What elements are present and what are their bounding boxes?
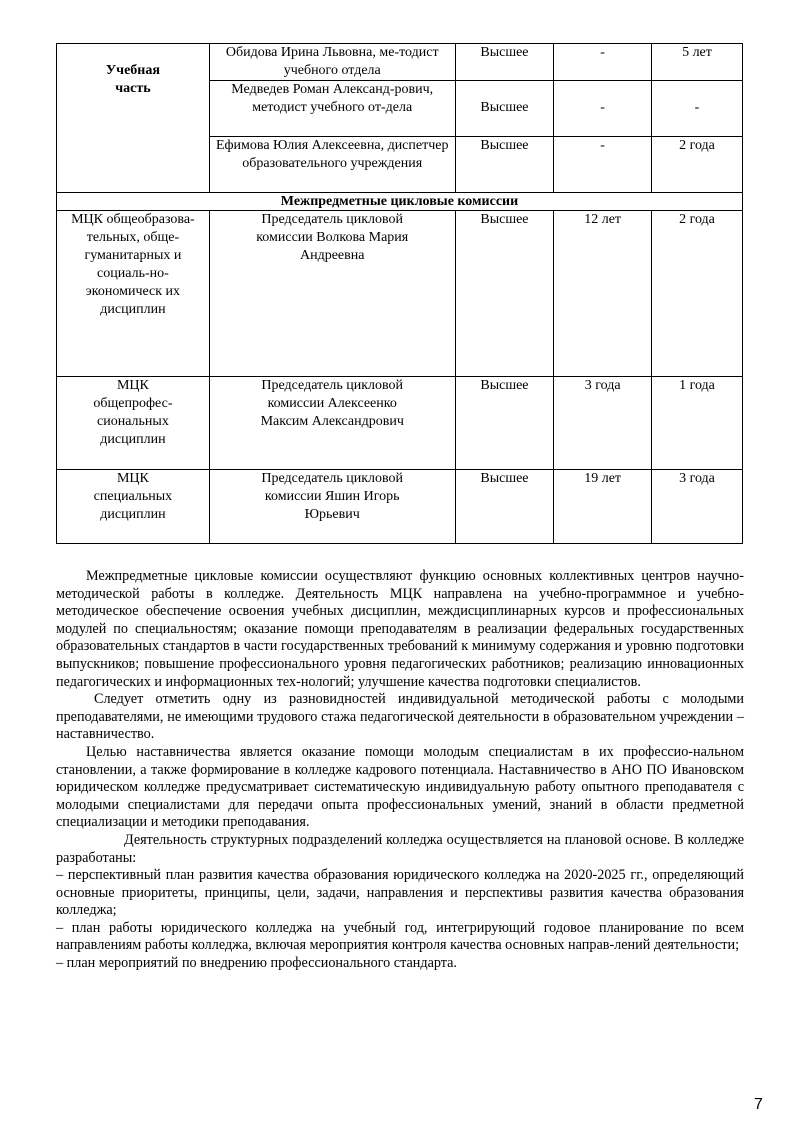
commissions-heading: Межпредметные цикловые комиссии bbox=[57, 193, 743, 211]
experience-cell: - bbox=[554, 44, 652, 81]
education-cell: Высшее bbox=[455, 470, 554, 544]
section-cell bbox=[57, 377, 210, 470]
list-item: – план работы юридического колледжа на учебный год, интегрирующий годовое планирование по всем направлениям работы колледжа, включая мероприятия контроля качества основных направ-лений деятельности; bbox=[56, 919, 744, 954]
name-cell bbox=[209, 470, 455, 544]
paragraph-mentoring-intro: Следует отметить одну из разновидностей индивидуальной методической работы с молодыми преподавателями, не имеющими трудового стажа педагогической деятельности в образовательном учреждении – наставничество. bbox=[56, 691, 744, 743]
years-cell: 1 года bbox=[651, 377, 742, 470]
section-cell bbox=[57, 211, 210, 377]
name-cell bbox=[209, 377, 455, 470]
education-cell: Высшее bbox=[455, 44, 554, 81]
experience-cell: - bbox=[554, 137, 652, 193]
years-cell: 3 года bbox=[651, 470, 742, 544]
list-item: – план мероприятий по внедрению профессионального стандарта. bbox=[56, 955, 457, 972]
education-cell: Высшее bbox=[455, 211, 554, 377]
body-text bbox=[56, 568, 744, 973]
education-cell: Высшее bbox=[455, 137, 554, 193]
years-cell: 5 лет bbox=[651, 44, 742, 81]
years-cell bbox=[651, 81, 742, 137]
table-row bbox=[57, 377, 743, 470]
name-cell bbox=[209, 211, 455, 377]
section-title: Учебная часть bbox=[105, 63, 160, 96]
chair-name: Председатель цикловой комиссии Яшин Игорь Юрьевич bbox=[261, 471, 404, 522]
name-cell: Медведев Роман Александ-рович, методист учебного от-дела bbox=[209, 81, 455, 137]
section-cell bbox=[57, 44, 210, 193]
experience-cell: 12 лет bbox=[554, 211, 652, 377]
table-row bbox=[57, 470, 743, 544]
name-cell: Обидова Ирина Львовна, ме-тодист учебного отдела bbox=[209, 44, 455, 81]
education-cell: Высшее bbox=[455, 377, 554, 470]
education-cell bbox=[455, 81, 554, 137]
page-number: 7 bbox=[754, 1096, 763, 1113]
list-item: – перспективный план развития качества образования юридического колледжа на 2020-2025 гг., определяющий основные приоритеты, принципы, цели, задачи, направления и перспективы развития качества образования колледжа; bbox=[56, 867, 744, 919]
years-cell: 2 года bbox=[651, 211, 742, 377]
experience-value: - bbox=[600, 100, 605, 115]
table-row bbox=[57, 44, 743, 81]
experience-cell: 3 года bbox=[554, 377, 652, 470]
paragraph-mentoring-goal: Целью наставничества является оказание помощи молодым специалистам в их профессио-нальном становлении, а также формирование в колледже кадрового потенциала. Наставничество в АНО ПО Ивановском юридическом колледже предусматривает систематическую индивидуальную работу опытного преподавателя с молодыми специалистами для передачи опыта профессиональных умений, знаний в области предметной специализации и методики преподавания. bbox=[56, 743, 744, 831]
section-title: МЦК общеобразова-тельных, обще-гуманитарных и социаль-но-экономическ их дисциплин bbox=[71, 212, 195, 317]
chair-name: Председатель цикловой комиссии Волкова Мария Андреевна bbox=[256, 212, 409, 263]
table-row bbox=[57, 193, 743, 211]
experience-cell bbox=[554, 81, 652, 137]
years-cell: 2 года bbox=[651, 137, 742, 193]
staff-table bbox=[56, 43, 743, 544]
table-row bbox=[57, 211, 743, 377]
experience-cell: 19 лет bbox=[554, 470, 652, 544]
paragraph-commissions: Межпредметные цикловые комиссии осуществляют функцию основных коллективных центров научно-методической работы в колледже. Деятельность МЦК направлена на учебно-программное и учебно-методическое обеспечение освоения учебных дисциплин, междисциплинарных курсов и профессиональных модулей по специальностям; оказание помощи преподавателям в реализации федеральных государственных образовательных стандартов в части государственных требований к минимуму содержания и уровню подготовки выпускников; повышение профессионального уровня педагогических работников; реализацию инновационных педагогических и информационных тех-нологий; улучшение качества подготовки специалистов. bbox=[56, 568, 744, 690]
paragraph-planning: Деятельность структурных подразделений колледжа осуществляется на плановой основе. В колледже разработаны: bbox=[56, 831, 744, 866]
section-title: МЦК специальных дисциплин bbox=[93, 471, 173, 522]
section-title: МЦК общепрофес-сиональных дисциплин bbox=[93, 378, 173, 447]
chair-name: Председатель цикловой комиссии Алексеенко Максим Александрович bbox=[260, 378, 404, 429]
section-cell bbox=[57, 470, 210, 544]
education-value: Высшее bbox=[480, 100, 529, 115]
years-value: - bbox=[694, 100, 700, 115]
name-cell: Ефимова Юлия Алексеевна, диспетчер образовательного учреждения bbox=[209, 137, 455, 193]
